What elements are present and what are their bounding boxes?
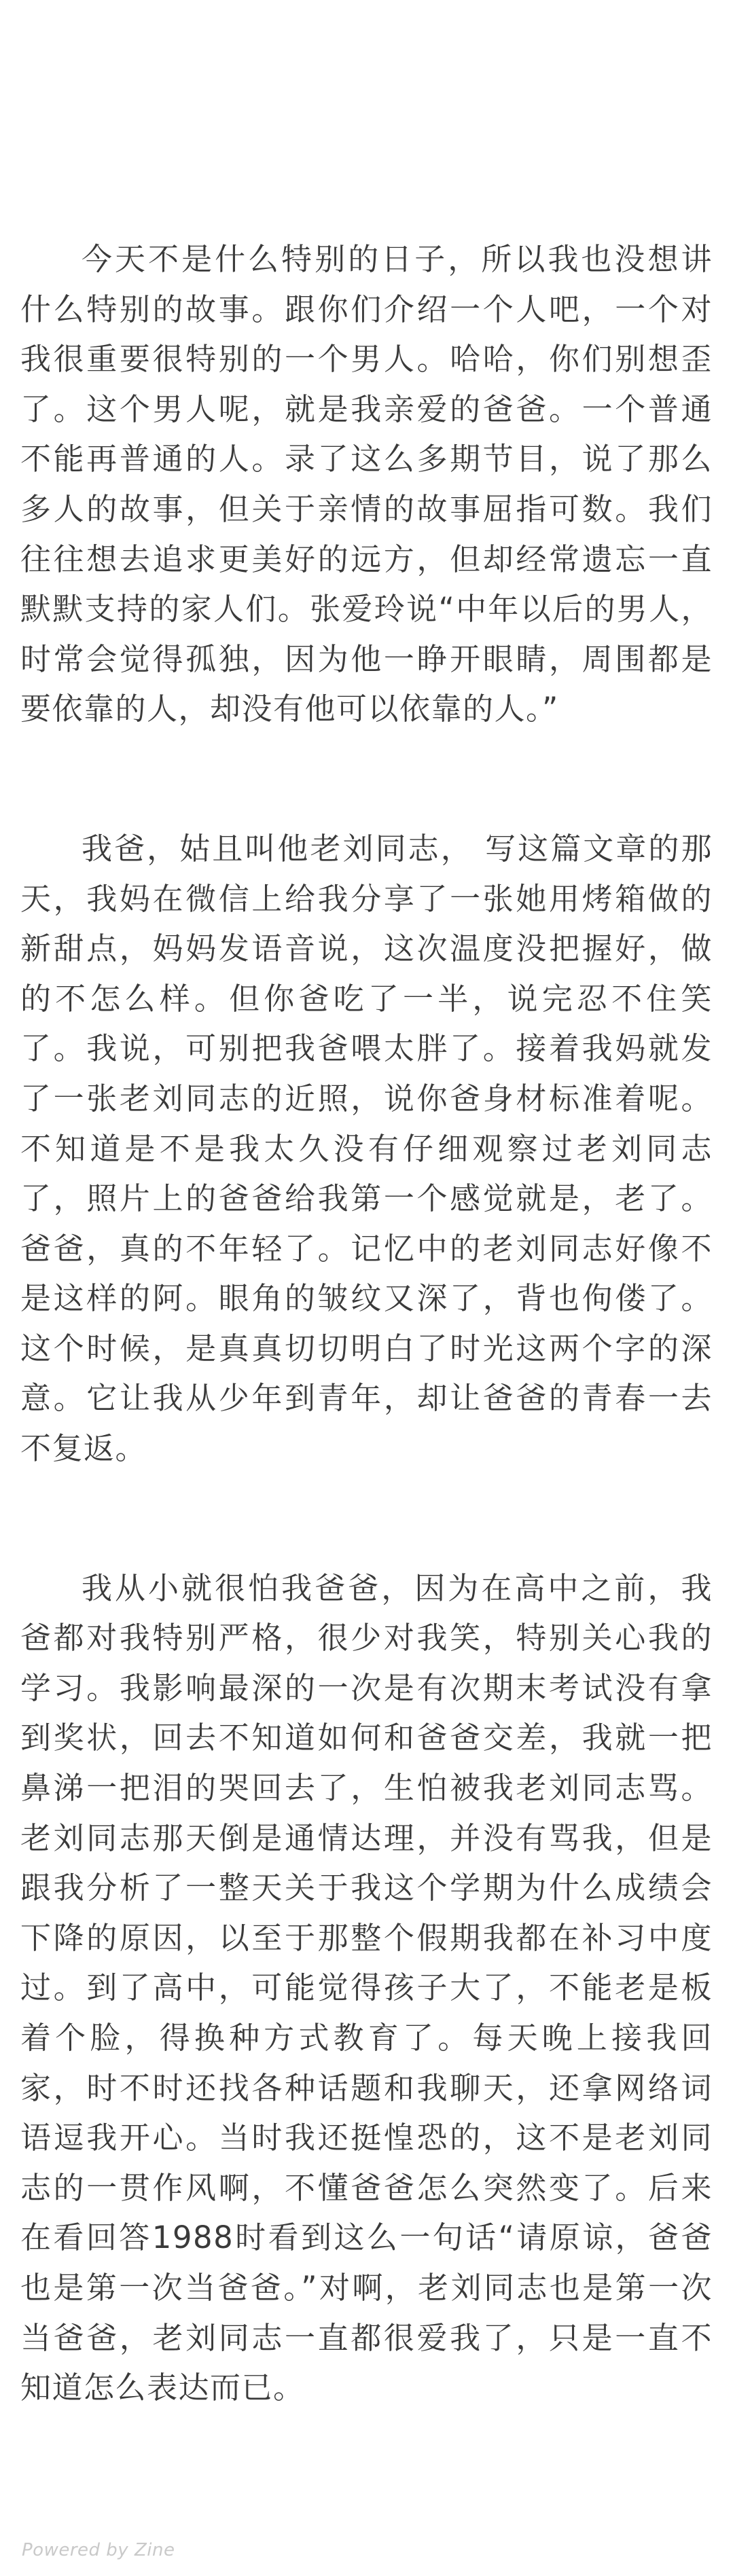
article-body (20, 234, 713, 2413)
paragraph-father-photo: 我爸，姑且叫他老刘同志， 写这篇文章的那天，我妈在微信上给我分享了一张她用烤箱做的新甜点，妈妈发语音说，这次温度没把握好，做的不怎么样。但你爸吃了一半，说完忍不住笑了。我说，可别把我爸喂太胖了。接着我妈就发了一张老刘同志的近照，说你爸身材标准着呢。不知道是不是我太久没有仔细观察过老刘同志了，照片上的爸爸给我第一个感觉就是，老了。爸爸，真的不年轻了。记忆中的老刘同志好像不是这样的阿。眼角的皱纹又深了，背也佝偻了。这个时候，是真真切切明白了时光这两个字的深意。它让我从少年到青年，却让爸爸的青春一去不复返。 (20, 830, 713, 1467)
paragraph-childhood: 我从小就很怕我爸爸，因为在高中之前，我爸都对我特别严格，很少对我笑，特别关心我的学习。我影响最深的一次是有次期末考试没有拿到奖状，回去不知道如何和爸爸交差，我就一把鼻涕一把泪的哭回去了，生怕被我老刘同志骂。老刘同志那天倒是通情达理，并没有骂我，但是跟我分析了一整天关于我这个学期为什么成绩会下降的原因，以至于那整个假期我都在补习中度过。到了高中，可能觉得孩子大了，不能老是板着个脸，得换种方式教育了。每天晚上接我回家，时不时还找各种话题和我聊天，还拿网络词语逗我开心。当时我还挺惶恐的，这不是老刘同志的一贯作风啊，不懂爸爸怎么突然变了。后来在看回答1988时看到这么一句话“请原谅，爸爸也是第一次当爸爸。”对啊，老刘同志也是第一次当爸爸，老刘同志一直都很爱我了，只是一直不知道怎么表达而已。 (20, 1570, 713, 2406)
paragraph-intro: 今天不是什么特别的日子，所以我也没想讲什么特别的故事。跟你们介绍一个人吧，一个对我很重要很特别的一个男人。哈哈，你们别想歪了。这个男人呢，就是我亲爱的爸爸。一个普通不能再普通的人。录了这么多期节目，说了那么多人的故事，但关于亲情的故事屈指可数。我们往往想去追求更美好的远方，但却经常遗忘一直默默支持的家人们。张爱玲说“中年以后的男人，时常会觉得孤独，因为他一睁开眼睛，周围都是要依靠的人，却没有他可以依靠的人。” (20, 241, 713, 727)
powered-by-footer: Powered by Zine (22, 2540, 175, 2560)
